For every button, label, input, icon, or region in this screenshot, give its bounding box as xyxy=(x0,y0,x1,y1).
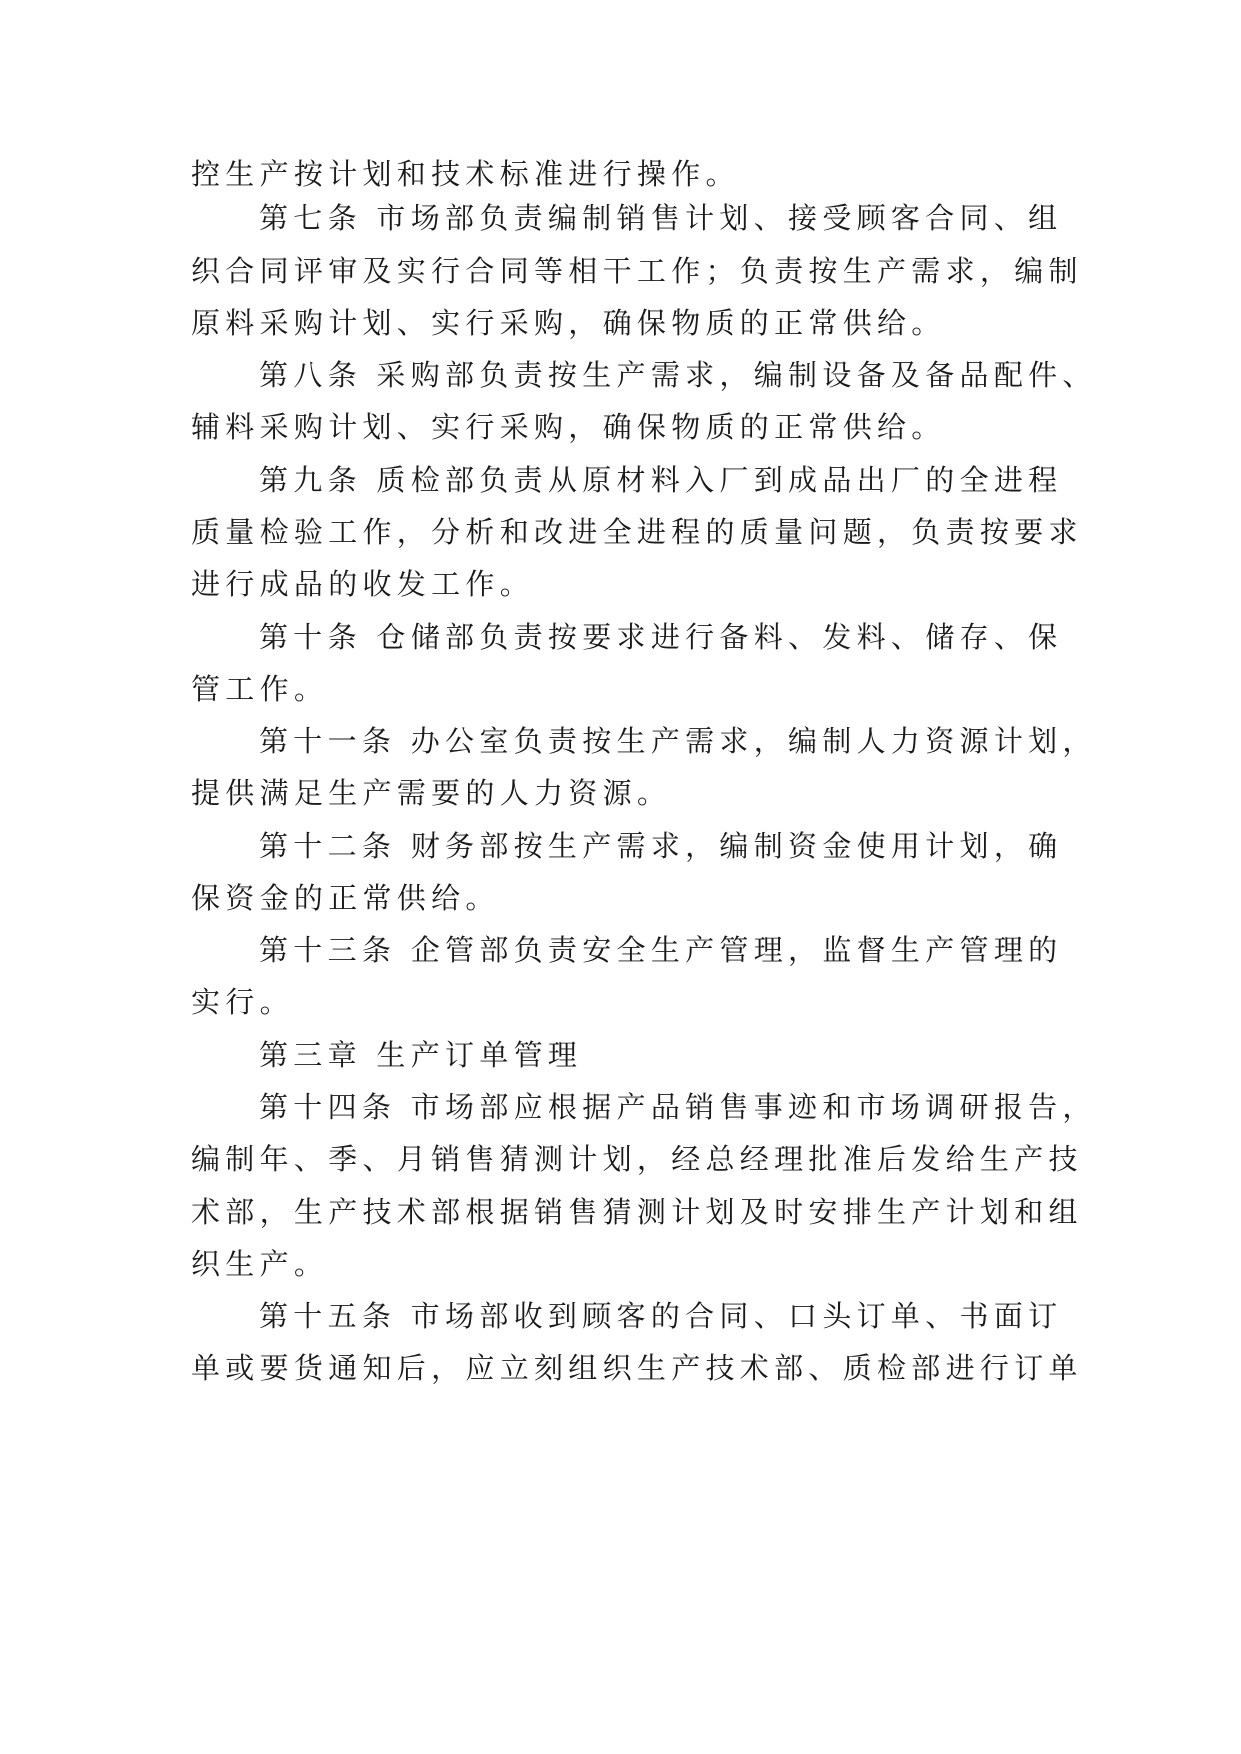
article-10-line: 第十条 仓储部负责按要求进行备料、发料、储存、保 xyxy=(259,620,1063,654)
text-line: 原料采购计划、实行采购，确保物质的正常供给。 xyxy=(191,306,946,340)
article-12-line: 第十二条 财务部按生产需求，编制资金使用计划，确 xyxy=(259,829,1063,863)
text-line: 织合同评审及实行合同等相干工作；负责按生产需求，编制 xyxy=(191,254,1083,288)
text-line: 辅料采购计划、实行采购，确保物质的正常供给。 xyxy=(191,410,946,444)
article-8-line: 第八条 采购部负责按生产需求，编制设备及备品配件、 xyxy=(259,358,1097,392)
text-line: 质量检验工作，分析和改进全进程的质量问题，负责按要求 xyxy=(191,515,1083,549)
text-line: 保资金的正常供给。 xyxy=(191,881,500,915)
text-line: 编制年、季、月销售猜测计划，经总经理批准后发给生产技 xyxy=(191,1142,1083,1176)
text-line: 提供满足生产需要的人力资源。 xyxy=(191,776,672,810)
text-line: 单或要货通知后，应立刻组织生产技术部、质检部进行订单 xyxy=(191,1351,1083,1385)
text-line: 控生产按计划和技术标准进行操作。 xyxy=(191,157,740,191)
article-13-line: 第十三条 企管部负责安全生产管理，监督生产管理的 xyxy=(259,933,1063,967)
chapter-3-heading: 第三章 生产订单管理 xyxy=(259,1038,583,1072)
text-line: 术部，生产技术部根据销售猜测计划及时安排生产计划和组 xyxy=(191,1195,1083,1229)
article-9-line: 第九条 质检部负责从原材料入厂到成品出厂的全进程 xyxy=(259,463,1063,497)
article-7-line: 第七条 市场部负责编制销售计划、接受顾客合同、组 xyxy=(259,201,1063,235)
text-line: 进行成品的收发工作。 xyxy=(191,567,535,601)
text-line: 实行。 xyxy=(191,985,294,1019)
article-15-line: 第十五条 市场部收到顾客的合同、口头订单、书面订 xyxy=(259,1299,1063,1333)
article-14-line: 第十四条 市场部应根据产品销售事迹和市场调研报告， xyxy=(259,1090,1097,1124)
text-line: 管工作。 xyxy=(191,672,329,706)
text-line: 织生产。 xyxy=(191,1247,329,1281)
article-11-line: 第十一条 办公室负责按生产需求，编制人力资源计划， xyxy=(259,724,1097,758)
